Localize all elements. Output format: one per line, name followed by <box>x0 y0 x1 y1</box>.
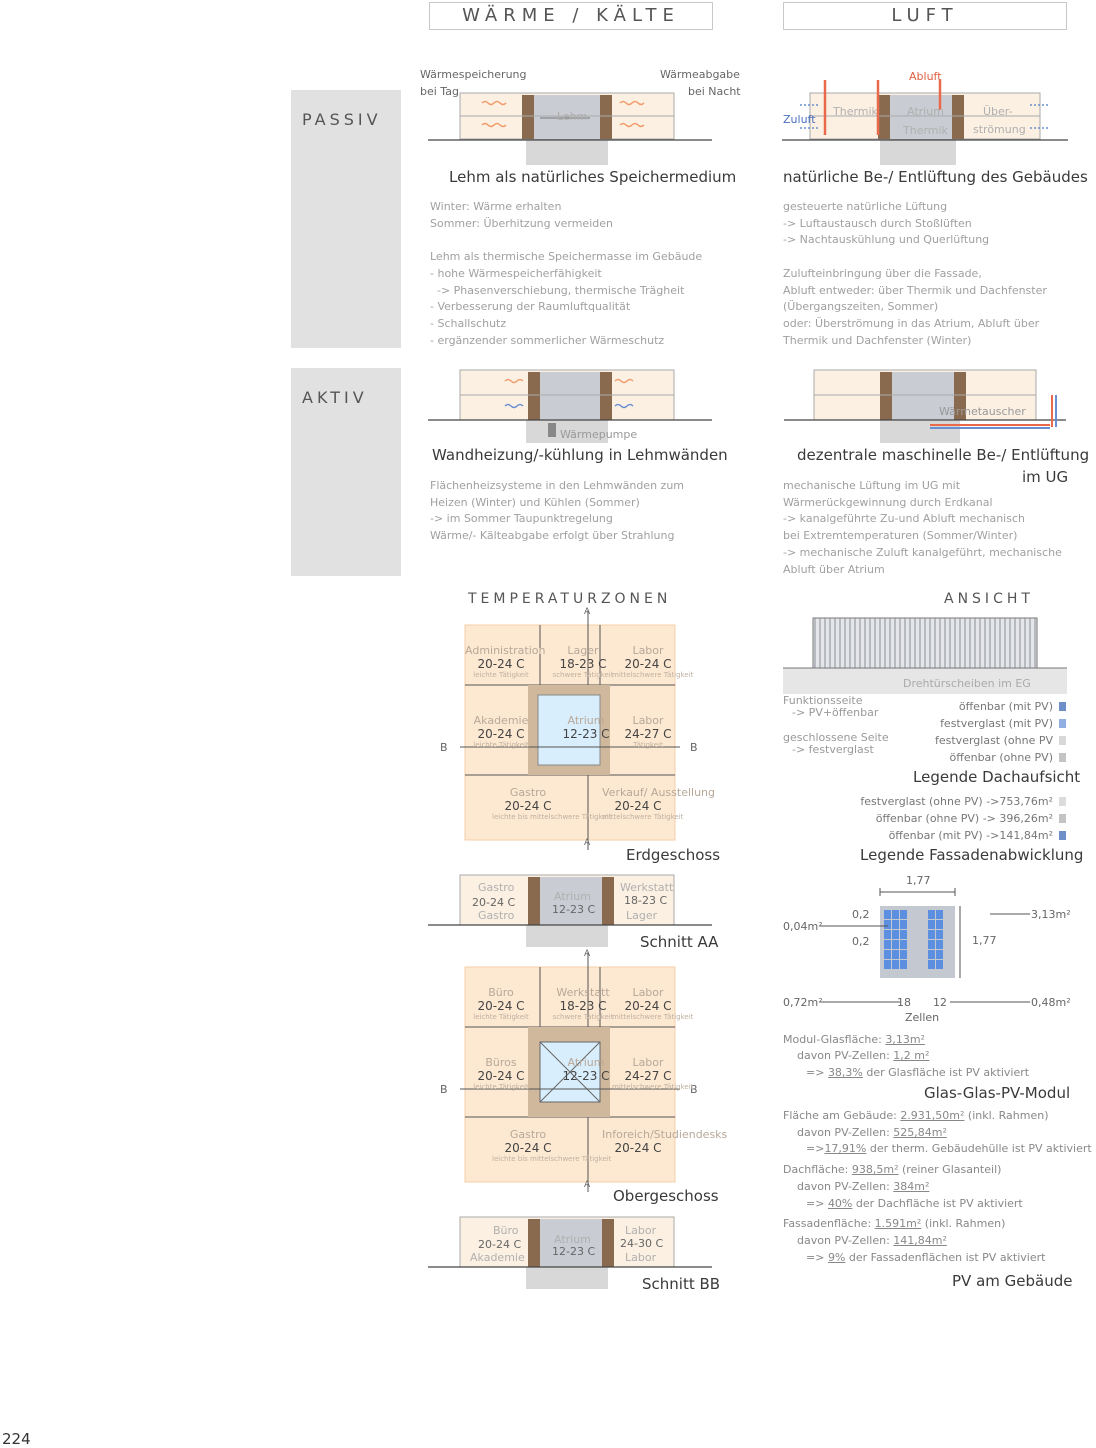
zone-note: schwere Tätigkeit <box>552 1013 614 1021</box>
pv-g2 <box>797 1126 947 1139</box>
zone-temp: 18-23 C <box>559 999 607 1013</box>
bb-c2: 12-23 C <box>552 1245 596 1258</box>
zone-temp: 18-23 C <box>559 657 607 671</box>
legend-swatch <box>1059 702 1066 711</box>
modul-line-2 <box>797 1049 929 1062</box>
bb-r2: 24-30 C <box>620 1237 664 1250</box>
aktiv-waerme-text: Flächenheizsysteme in den Lehmwänden zum Heizen (Winter) und Kühlen (Sommer) -> im Sommer Taupunktregelung Wärme/- Kälteabgabe erfolgt über Strahlung <box>430 479 685 543</box>
zone-label <box>612 986 694 1021</box>
zone-temp: 20-24 C <box>614 1141 662 1155</box>
schnitt-bb-caption: Schnitt BB <box>642 1275 721 1293</box>
zone-note: mittelschwere Tätigkeit <box>612 671 694 679</box>
zone-label <box>492 1128 612 1163</box>
label-waermespeicherung: Wärmespeicherung <box>420 68 527 81</box>
aa-l2: 20-24 C <box>472 896 516 909</box>
aa-c1: Atrium <box>554 890 591 903</box>
modul-dim-top: 1,77 <box>906 874 931 887</box>
modul-l2-pre: davon PV-Zellen: <box>797 1049 894 1062</box>
legend-label: öffenbar (ohne PV) <box>949 751 1053 764</box>
pv-f1-pre: Fassadenfläche: <box>783 1217 875 1230</box>
fassade-legend-title: Legende Fassadenabwicklung <box>860 846 1084 864</box>
legend-swatch <box>1059 831 1066 840</box>
bb-c1: Atrium <box>554 1233 591 1246</box>
zone-label <box>465 644 546 679</box>
legend-swatch <box>1059 814 1066 823</box>
pv-g3-pre: => <box>806 1142 825 1155</box>
zone-note: leichte Tätigkeit <box>473 741 529 749</box>
label-bei-nacht: bei Nacht <box>688 85 741 98</box>
aktiv-luft-title-2: im UG <box>1022 468 1069 486</box>
sidebar-aktiv <box>291 368 401 576</box>
pv-f2 <box>797 1234 947 1247</box>
og-axis-b-right: B <box>690 1083 698 1096</box>
zone-name: Labor <box>632 1056 664 1069</box>
pv-g1-pre: Fläche am Gebäude: <box>783 1109 901 1122</box>
pv-f1-post: (inkl. Rahmen) <box>921 1217 1006 1230</box>
legend-item <box>889 829 1066 842</box>
pv-f3-val: 9% <box>827 1251 846 1264</box>
header-waerme: WÄRME / KÄLTE <box>429 2 713 30</box>
aktiv-waerme-title: Wandheizung/-kühlung in Lehmwänden <box>432 446 728 464</box>
sidebar-aktiv-label: AKTIV <box>302 388 368 407</box>
pv-g1 <box>783 1109 1049 1122</box>
label-ueber: Über- <box>983 105 1013 118</box>
eg-caption: Erdgeschoss <box>626 846 721 864</box>
eg-axis-a-top: A <box>584 607 591 617</box>
zone-name: Atrium <box>567 1056 605 1069</box>
zone-temp: 20-24 C <box>477 999 525 1013</box>
modul-title: Glas-Glas-PV-Modul <box>924 1084 1071 1102</box>
pv-d2-val: 384m² <box>893 1180 930 1193</box>
zone-label <box>547 644 619 679</box>
zone-temp: 20-24 C <box>477 727 525 741</box>
legend-swatch <box>1059 753 1066 762</box>
pv-f3-post: der Fassadenflächen ist PV aktiviert <box>845 1251 1046 1264</box>
zone-temp: 20-24 C <box>477 657 525 671</box>
aa-c2: 12-23 C <box>552 903 596 916</box>
pv-d1-val: 938,5m² <box>851 1163 899 1176</box>
zone-temp: 20-24 C <box>504 799 552 813</box>
zone-name: Werkstatt <box>556 986 610 999</box>
zone-name: Administration <box>465 644 546 657</box>
label-atrium: Atrium <box>907 105 944 118</box>
zone-note: schwere Tätigkeit <box>552 671 614 679</box>
pv-g3-val: 17,91% <box>824 1142 867 1155</box>
modul-l1-val: 3,13m² <box>885 1033 925 1046</box>
label-thermik-left: Thermik <box>833 105 878 118</box>
zone-temp: 20-24 C <box>624 999 672 1013</box>
pv-d3-val: 40% <box>827 1197 853 1210</box>
ansicht-title: ANSICHT <box>944 591 1034 607</box>
og-axis-b-left: B <box>440 1083 448 1096</box>
zone-temp: 20-24 C <box>624 657 672 671</box>
passiv-waerme-text: Winter: Wärme erhalten Sommer: Überhitzung vermeiden Lehm als thermische Speichermasse im Gebäude - hohe Wärmespeicherfähigkeit -> Phasenverschiebung, thermische Trägheit - Verbesserung der Raumluftqualität - Schallschutz - ergänzender sommerlicher Wärmeschutz <box>430 200 703 347</box>
modul-n12: 12 <box>933 996 947 1009</box>
label-zuluft: Zuluft <box>783 113 816 126</box>
zone-label <box>602 786 716 821</box>
aa-l3: Gastro <box>478 909 515 922</box>
modul-l1-pre: Modul-Glasfläche: <box>783 1033 886 1046</box>
pv-f2-pre: davon PV-Zellen: <box>797 1234 894 1247</box>
page-number: 224 <box>2 1430 31 1448</box>
passiv-luft-text: gesteuerte natürliche Lüftung -> Luftaustausch durch Stoßlüften -> Nachtauskühlung und Querlüftung Zulufteinbringung über die Fassade, Abluft entweder: über Thermik und Dachfenster (Übergangszeiten, Sommer) oder: Überströmung in das Atrium, Abluft über Thermik und Dachfenster (Winter) <box>783 200 1047 347</box>
legend-item <box>876 812 1066 825</box>
zone-note: leichte Tätigkeit <box>473 1013 529 1021</box>
aa-l1: Gastro <box>478 881 515 894</box>
zone-label <box>612 714 684 749</box>
zone-note: mittelschwere Tätigkeit <box>612 1083 694 1091</box>
og-axis-a-bottom: A <box>584 1180 591 1190</box>
passiv-waerme-title: Lehm als natürliches Speichermedium <box>449 168 737 186</box>
zone-name: Labor <box>632 644 664 657</box>
legend-item <box>940 717 1066 730</box>
zone-note: mittelschwere Tätigkeit <box>612 1013 694 1021</box>
aktiv-luft-title-1: dezentrale maschinelle Be-/ Entlüftung <box>797 446 1090 464</box>
zone-note: Tätigkeit <box>633 741 663 749</box>
zone-name: Lager <box>567 644 599 657</box>
legend-label: öffenbar (mit PV) <box>958 700 1053 713</box>
og-axis-a-top: A <box>584 949 591 959</box>
label-abluft: Abluft <box>909 70 942 83</box>
legend-swatch <box>1059 719 1066 728</box>
legend-label: festverglast (ohne PV <box>935 734 1053 747</box>
label-geschlossen-sub: -> festverglast <box>792 743 874 756</box>
aa-r2: 18-23 C <box>624 894 668 907</box>
zone-label <box>612 644 694 679</box>
legend-label: öffenbar (ohne PV) -> 396,26m² <box>875 812 1053 825</box>
passiv-luft-section-diagram <box>780 80 1070 165</box>
zone-note: mittelschwere Tätigkeit <box>602 813 684 821</box>
modul-a048: 0,48m² <box>1031 996 1071 1009</box>
label-waermeabgabe: Wärmeabgabe <box>660 68 740 81</box>
zone-label <box>612 1056 694 1091</box>
label-stroemung: strömung <box>973 123 1026 136</box>
pv-g2-pre: davon PV-Zellen: <box>797 1126 894 1139</box>
modul-a004: 0,04m² <box>783 920 823 933</box>
pv-f1-val: 1.591m² <box>874 1217 922 1230</box>
modul-dim-right: 1,77 <box>972 934 997 947</box>
zone-temp: 12-23 C <box>562 727 610 741</box>
label-geschlossen: geschlossene Seite <box>783 731 889 744</box>
pv-f1 <box>783 1217 1005 1230</box>
aa-r1: Werkstatt <box>620 881 674 894</box>
pv-d1 <box>783 1163 1001 1176</box>
aktiv-luft-section-diagram <box>780 365 1070 445</box>
legend-item <box>860 795 1066 808</box>
pv-g1-post: (inkl. Rahmen) <box>964 1109 1049 1122</box>
zone-temp: 20-24 C <box>504 1141 552 1155</box>
modul-line-3 <box>806 1066 1029 1079</box>
zone-temp: 12-23 C <box>562 1069 610 1083</box>
legend-swatch <box>1059 797 1066 806</box>
pv-d3 <box>806 1197 1023 1210</box>
zone-name: Verkauf/ Ausstellung <box>602 786 716 799</box>
modul-l3-pre: => <box>806 1066 828 1079</box>
zone-name: Inforeich/Studiendesks <box>602 1128 728 1141</box>
label-bei-tag: bei Tag <box>420 85 459 98</box>
modul-a02b: 0,2 <box>852 935 870 948</box>
header-luft: LUFT <box>783 2 1067 30</box>
aktiv-luft-text: mechanische Lüftung im UG mit Wärmerückgewinnung durch Erdkanal -> kanalgeführte Zu-und Abluft mechanisch bei Extremtemperaturen (Sommer/Winter) -> mechanische Zuluft kanalgeführt, mechanische Abluft über Atrium <box>783 479 1062 576</box>
modul-line-1 <box>783 1033 925 1046</box>
pv-f2-val: 141,84m² <box>893 1234 947 1247</box>
legend-item <box>935 734 1066 747</box>
zone-label <box>465 1056 537 1091</box>
dach-legend-title: Legende Dachaufsicht <box>913 768 1081 786</box>
label-thermik-center: Thermik <box>903 124 948 137</box>
zone-label <box>465 986 537 1021</box>
pv-f3 <box>806 1251 1045 1264</box>
passiv-waerme-section-diagram <box>420 85 720 165</box>
zone-note: leichte Tätigkeit <box>473 1083 529 1091</box>
legend-label: öffenbar (mit PV) ->141,84m² <box>888 829 1053 842</box>
modul-a313: 3,13m² <box>1031 908 1071 921</box>
pv-g1-val: 2.931,50m² <box>900 1109 965 1122</box>
og-caption: Obergeschoss <box>613 1187 719 1205</box>
zone-temp: 20-24 C <box>614 799 662 813</box>
zone-note: leichte Tätigkeit <box>473 671 529 679</box>
modul-a072: 0,72m² <box>783 996 823 1009</box>
pv-d1-post: (reiner Glasanteil) <box>898 1163 1002 1176</box>
eg-axis-b-left: B <box>440 741 448 754</box>
pv-title: PV am Gebäude <box>952 1272 1073 1290</box>
pv-d3-post: der Dachfläche ist PV aktiviert <box>852 1197 1023 1210</box>
pv-d2 <box>797 1180 929 1193</box>
zone-name: Büro <box>488 986 514 999</box>
pv-d3-pre: => <box>806 1197 828 1210</box>
legend-item <box>959 700 1066 713</box>
sidebar-passiv-label: PASSIV <box>302 110 382 129</box>
zone-name: Gastro <box>509 1128 547 1141</box>
bb-l3: Akademie <box>470 1251 525 1264</box>
modul-zellen: Zellen <box>905 1011 940 1024</box>
pv-d1-pre: Dachfläche: <box>783 1163 852 1176</box>
label-funktionsseite-sub: -> PV+öffenbar <box>792 706 879 719</box>
zone-temp: 24-27 C <box>624 727 672 741</box>
zone-temp: 20-24 C <box>477 1069 525 1083</box>
zone-label <box>602 1128 728 1155</box>
passiv-luft-title: natürliche Be-/ Entlüftung des Gebäudes <box>783 168 1088 186</box>
zone-temp: 24-27 C <box>624 1069 672 1083</box>
zone-label <box>465 714 537 749</box>
zone-name: Labor <box>632 714 664 727</box>
temperaturzonen-title: TEMPERATURZONEN <box>468 591 672 607</box>
bb-l2: 20-24 C <box>478 1238 522 1251</box>
label-drehturen: Drehtürscheiben im EG <box>903 677 1031 690</box>
aa-r3: Lager <box>626 909 658 922</box>
pv-g3 <box>806 1142 1092 1155</box>
pv-g2-val: 525,84m² <box>893 1126 947 1139</box>
zone-name: Atrium <box>567 714 605 727</box>
zone-name: Gastro <box>509 786 547 799</box>
bb-l1: Büro <box>493 1224 519 1237</box>
pv-f3-pre: => <box>806 1251 828 1264</box>
legend-label: festverglast (mit PV) <box>940 717 1053 730</box>
bb-r1: Labor <box>625 1224 657 1237</box>
zone-note: leichte bis mittelschwere Tätigkeit <box>492 1155 612 1163</box>
zone-name: Büros <box>485 1056 517 1069</box>
label-waermetauscher: Wärmetauscher <box>939 405 1026 418</box>
pv-module-diagram <box>780 870 1070 1020</box>
zone-name: Akademie <box>473 714 529 727</box>
label-lehm: Lehm <box>557 110 588 123</box>
zone-note: leichte bis mittelschwere Tätigkeit <box>492 813 612 821</box>
label-waermepumpe: Wärmepumpe <box>560 428 638 441</box>
legend-swatch <box>1059 736 1066 745</box>
zone-name: Labor <box>632 986 664 999</box>
modul-a02a: 0,2 <box>852 908 870 921</box>
bb-r3: Labor <box>625 1251 657 1264</box>
modul-l2-val: 1,2 m² <box>893 1049 930 1062</box>
zone-label <box>547 986 619 1021</box>
modul-l3-post: der Glasfläche ist PV aktiviert <box>862 1066 1030 1079</box>
schnitt-aa-caption: Schnitt AA <box>640 933 719 951</box>
pv-d2-pre: davon PV-Zellen: <box>797 1180 894 1193</box>
modul-n18: 18 <box>897 996 911 1009</box>
modul-l3-val: 38,3% <box>827 1066 863 1079</box>
eg-axis-a-bottom: A <box>584 838 591 848</box>
pv-g3-post: der therm. Gebäudehülle ist PV aktiviert <box>866 1142 1092 1155</box>
sidebar-passiv <box>291 90 401 348</box>
legend-item <box>950 751 1066 764</box>
zone-label <box>492 786 612 821</box>
label-funktionsseite: Funktionsseite <box>783 694 863 707</box>
legend-label: festverglast (ohne PV) ->753,76m² <box>860 795 1053 808</box>
eg-axis-b-right: B <box>690 741 698 754</box>
